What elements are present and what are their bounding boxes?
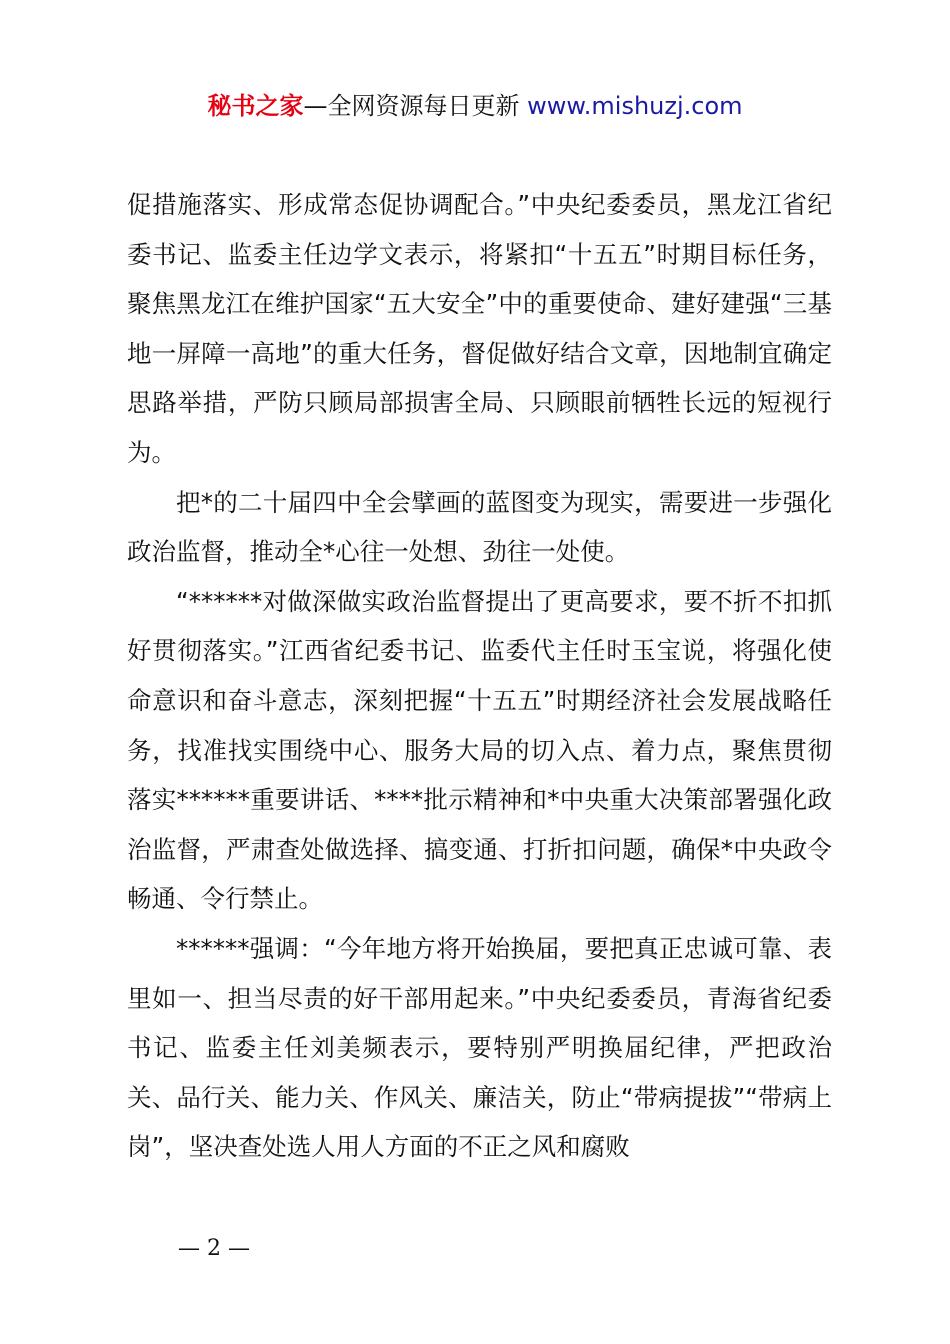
paragraph: ******强调：“今年地方将开始换届，要把真正忠诚可靠、表里如一、担当尽责的好干部用起来。”中央纪委委员，青海省纪委书记、监委主任刘美频表示，要特别严明换届纪律，严把政治关、品行关、能力关、作风关、廉洁关，防止“带病提拔”“带病上岗”，坚决查处选人用人方面的不正之风和腐败 [127, 933, 832, 1162]
header-tagline: —全网资源每日更新 [303, 92, 520, 120]
document-body [127, 180, 832, 1172]
page-number: — 2 — [178, 1236, 250, 1261]
page-header [0, 88, 950, 124]
paragraph: “******对做深做实政治监督提出了更高要求，要不折不扣抓好贯彻落实。”江西省纪委书记、监委代主任时玉宝说，将强化使命意识和奋斗意志，深刻把握“十五五”时期经济社会发展战略任务，找准找实围绕中心、服务大局的切入点、着力点，聚焦贯彻落实******重要讲话、****批示精神和*中央重大决策部署强化政治监督，严肃查处做选择、搞变通、打折扣问题，确保*中央政令畅通、令行禁止。 [127, 586, 832, 914]
brand-name: 秘书之家 [207, 92, 304, 120]
website-link[interactable]: www.mishuzj.com [527, 92, 743, 120]
paragraph-continuation: 促措施落实、形成常态促协调配合。”中央纪委委员，黑龙江省纪委书记、监委主任边学文表示，将紧扣“十五五”时期目标任务，聚焦黑龙江在维护国家“五大安全”中的重要使命、建好建强“三基地一屏障一高地”的重大任务，督促做好结合文章，因地制宜确定思路举措，严防只顾局部损害全局、只顾眼前牺牲长远的短视行为。 [127, 190, 832, 467]
paragraph: 把*的二十届四中全会擘画的蓝图变为现实，需要进一步强化政治监督，推动全*心往一处想、劲往一处使。 [127, 487, 832, 567]
